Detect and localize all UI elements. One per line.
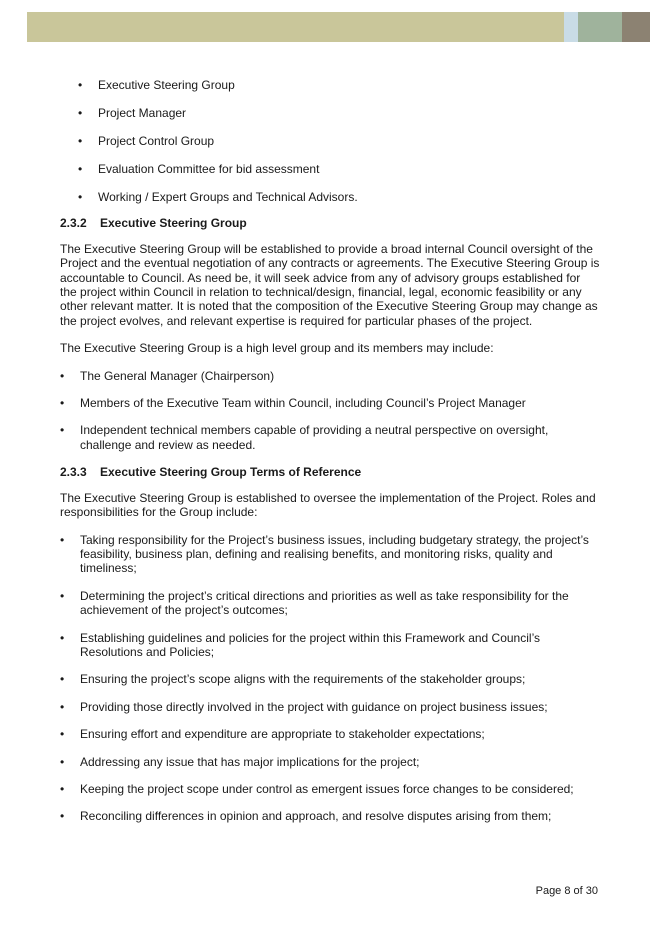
bullet-icon: • — [78, 106, 83, 120]
section-title: Executive Steering Group — [100, 216, 247, 231]
header-color-bar — [27, 12, 650, 42]
bullet-icon: • — [60, 532, 65, 547]
list-item-text: Keeping the project scope under control as emergent issues force changes to be considered; — [80, 781, 574, 796]
bullet-icon: • — [60, 588, 65, 603]
header-bar-main — [27, 12, 564, 42]
bullet-icon: • — [78, 78, 83, 92]
page-number: Page 8 of 30 — [535, 885, 598, 897]
list-item-text: Independent technical members capable of providing a neutral perspective on oversight, challenge and review as needed. — [80, 423, 549, 452]
section-2-3-2-paragraph-2: The Executive Steering Group is a high level group and its members may include: — [60, 341, 494, 356]
responsibility-list-item — [60, 631, 600, 660]
bullet-icon: • — [60, 754, 65, 769]
bullet-icon: • — [60, 809, 65, 824]
list-item-text: Establishing guidelines and policies for the project within this Framework and Council’s Resolutions and Policies; — [80, 630, 541, 659]
responsibility-list-item — [60, 809, 600, 823]
intro-list-item — [60, 190, 600, 204]
member-list-item — [60, 369, 600, 383]
intro-list-item — [60, 106, 600, 120]
responsibility-list-item — [60, 700, 600, 714]
bullet-icon: • — [78, 162, 83, 176]
list-item-text: Executive Steering Group — [98, 78, 235, 92]
list-item-text: Taking responsibility for the Project’s business issues, including budgetary strategy, the project’s feasibility, business plan, defining and realising benefits, and monitoring risks, quality and timeliness; — [80, 532, 589, 576]
section-2-3-2-heading — [60, 216, 600, 230]
section-number: 2.3.3 — [60, 465, 87, 480]
list-item-text: Determining the project’s critical directions and priorities as well as take responsibility for the achievement of the project’s outcomes; — [80, 588, 569, 618]
member-list-item — [60, 423, 600, 452]
header-bar-segment-brown — [622, 12, 650, 42]
bullet-icon: • — [60, 672, 65, 687]
bullet-icon: • — [60, 368, 65, 383]
list-item-text: Ensuring the project’s scope aligns with the requirements of the stakeholder groups; — [80, 672, 526, 687]
section-title: Executive Steering Group Terms of Reference — [100, 465, 362, 480]
members-bullet-list — [60, 369, 600, 453]
list-item-text: The General Manager (Chairperson) — [80, 368, 275, 383]
list-item-text: Ensuring effort and expenditure are appropriate to stakeholder expectations; — [80, 727, 485, 742]
section-2-3-3-paragraph-1: The Executive Steering Group is established to oversee the implementation of the Project. Roles and responsibilities for the Group include: — [60, 490, 596, 520]
bullet-icon: • — [78, 190, 83, 204]
header-bar-segment-green — [578, 12, 622, 42]
intro-list-item — [60, 134, 600, 148]
header-bar-segment-light-blue — [564, 12, 578, 42]
bullet-icon: • — [60, 423, 65, 438]
list-item-text: Project Manager — [98, 106, 187, 120]
intro-list-item — [60, 78, 600, 92]
responsibility-list-item — [60, 782, 600, 796]
list-item-text: Working / Expert Groups and Technical Advisors. — [98, 190, 358, 204]
bullet-icon: • — [60, 630, 65, 645]
responsibility-list-item — [60, 672, 600, 686]
document-body — [60, 78, 600, 837]
bullet-icon: • — [60, 781, 65, 796]
list-item-text: Reconciling differences in opinion and approach, and resolve disputes arising from them; — [80, 809, 552, 824]
list-item-text: Providing those directly involved in the project with guidance on project business issues; — [80, 699, 548, 714]
list-item-text: Evaluation Committee for bid assessment — [98, 162, 320, 176]
bullet-icon: • — [60, 396, 65, 411]
section-2-3-2-paragraph-1: The Executive Steering Group will be established to provide a broad internal Council oversight of the Project and the eventual negotiation of any contracts or agreements. The Executive Steering Group is accountable to Council. As need be, it will seek advice from any of advisory groups established for the project within Council in relation to technical/design, financial, legal, economic feasibility or any other relevant matter. It is noted that the composition of the Executive Steering Group may change as the project evolves, and relevant expertise is required for particular phases of the project. — [60, 241, 600, 328]
bullet-icon: • — [78, 134, 83, 148]
intro-bullet-list — [60, 78, 600, 204]
member-list-item — [60, 396, 600, 410]
list-item-text: Project Control Group — [98, 134, 215, 148]
list-item-text: Members of the Executive Team within Council, including Council’s Project Manager — [80, 396, 526, 411]
responsibility-list-item — [60, 755, 600, 769]
section-2-3-3-heading — [60, 465, 600, 479]
section-number: 2.3.2 — [60, 216, 87, 231]
responsibility-list-item — [60, 589, 600, 618]
responsibility-list-item — [60, 533, 600, 576]
list-item-text: Addressing any issue that has major implications for the project; — [80, 754, 420, 769]
bullet-icon: • — [60, 727, 65, 742]
bullet-icon: • — [60, 699, 65, 714]
responsibility-list-item — [60, 727, 600, 741]
intro-list-item — [60, 162, 600, 176]
responsibilities-bullet-list — [60, 533, 600, 824]
